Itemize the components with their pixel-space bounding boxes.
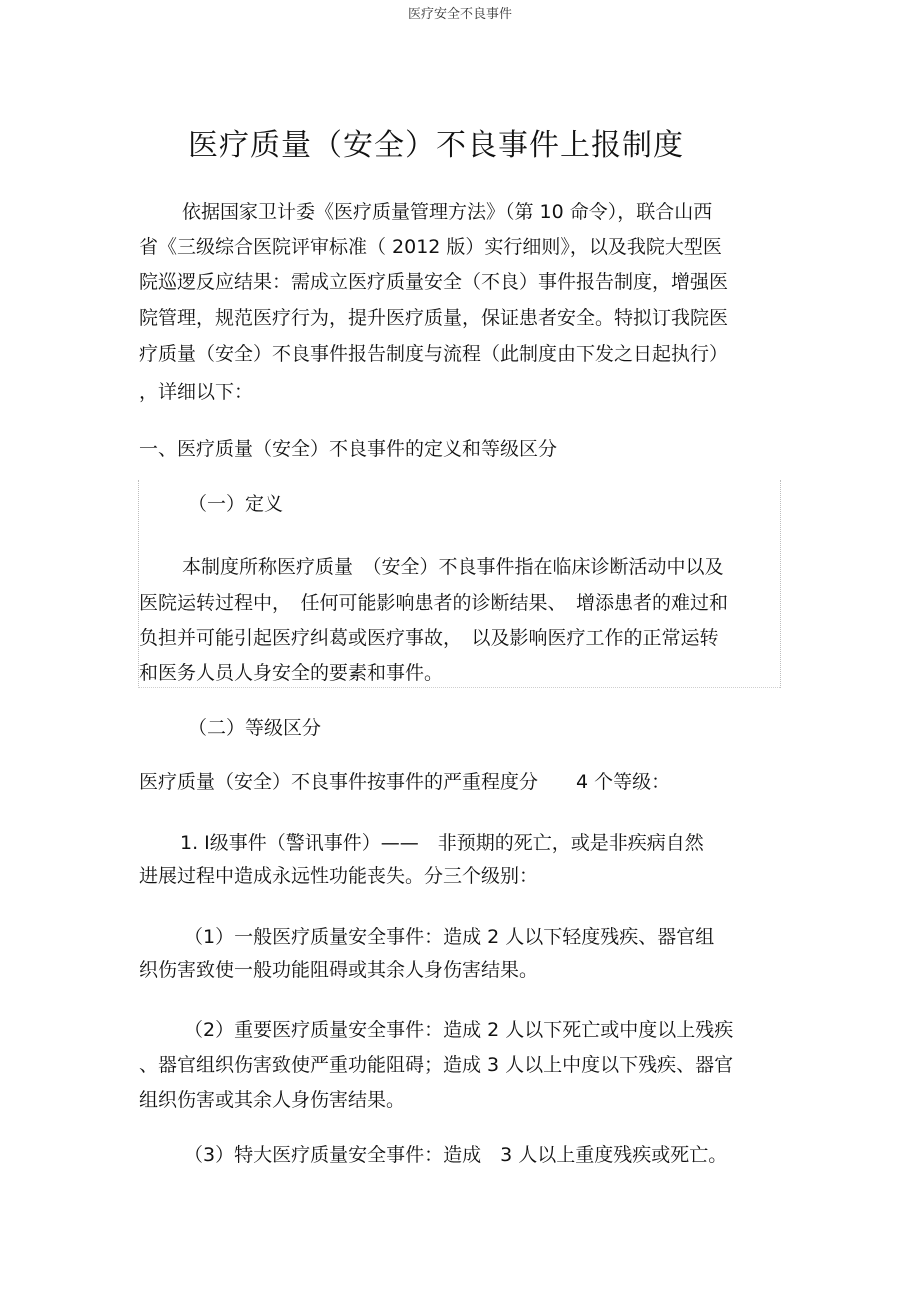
intro-line: 院巡逻反应结果：需成立医疗质量安全（不良）事件报告制度，增强医 bbox=[139, 271, 729, 293]
grade-intro: 医疗质量（安全）不良事件按事件的严重程度分 4 个等级： bbox=[139, 771, 671, 793]
item2-line: （2）重要医疗质量安全事件：造成 2 人以下死亡或中度以上残疾 bbox=[184, 1019, 734, 1041]
item2-line: 组织伤害或其余人身伤害结果。 bbox=[139, 1089, 406, 1111]
running-header: 医疗安全不良事件 bbox=[407, 7, 512, 22]
intro-line: 省《三级综合医院评审标准（ 2012 版）实行细则》，以及我院大型医 bbox=[139, 236, 722, 258]
item2-line: 、器官组织伤害致使严重功能阻碍；造成 3 人以上中度以下残疾、器官 bbox=[139, 1054, 734, 1076]
item1-line: （1）一般医疗质量安全事件：造成 2 人以下轻度残疾、器官组 bbox=[184, 926, 715, 948]
frame-right-edge bbox=[780, 480, 781, 688]
intro-line: 疗质量（安全）不良事件报告制度与流程（此制度由下发之日起执行） bbox=[139, 343, 729, 365]
level1-line: 1. Ⅰ级事件（警讯事件）—— 非预期的死亡，或是非疾病自然 bbox=[180, 832, 704, 854]
definition-line: 医院运转过程中， 任何可能影响患者的诊断结果、 增添患者的难过和 bbox=[139, 592, 729, 614]
section-heading: 一、医疗质量（安全）不良事件的定义和等级区分 bbox=[139, 438, 558, 460]
item1-line: 织伤害致使一般功能阻碍或其余人身伤害结果。 bbox=[139, 959, 539, 981]
definition-line: 负担并可能引起医疗纠葛或医疗事故， 以及影响医疗工作的正常运转 bbox=[139, 627, 719, 649]
definition-line: 本制度所称医疗质量 （安全）不良事件指在临床诊断活动中以及 bbox=[182, 556, 724, 578]
document-title: 医疗质量（安全）不良事件上报制度 bbox=[188, 128, 684, 163]
intro-line: 依据国家卫计委《医疗质量管理方法》（第 10 命令），联合山西 bbox=[182, 201, 713, 223]
intro-line: ，详细以下： bbox=[139, 381, 254, 403]
subsection-heading: （二）等级区分 bbox=[188, 717, 322, 739]
definition-line: 和医务人员人身安全的要素和事件。 bbox=[139, 662, 444, 684]
subsection-heading: （一）定义 bbox=[188, 493, 284, 515]
frame-bottom-edge bbox=[138, 687, 780, 688]
level1-line: 进展过程中造成永远性功能丧失。分三个级别： bbox=[139, 865, 539, 887]
intro-line: 院管理，规范医疗行为，提升医疗质量，保证患者安全。特拟订我院医 bbox=[139, 307, 729, 329]
frame-left-edge bbox=[138, 480, 139, 688]
item3-line: （3）特大医疗质量安全事件：造成 3 人以上重度残疾或死亡。 bbox=[184, 1144, 728, 1166]
